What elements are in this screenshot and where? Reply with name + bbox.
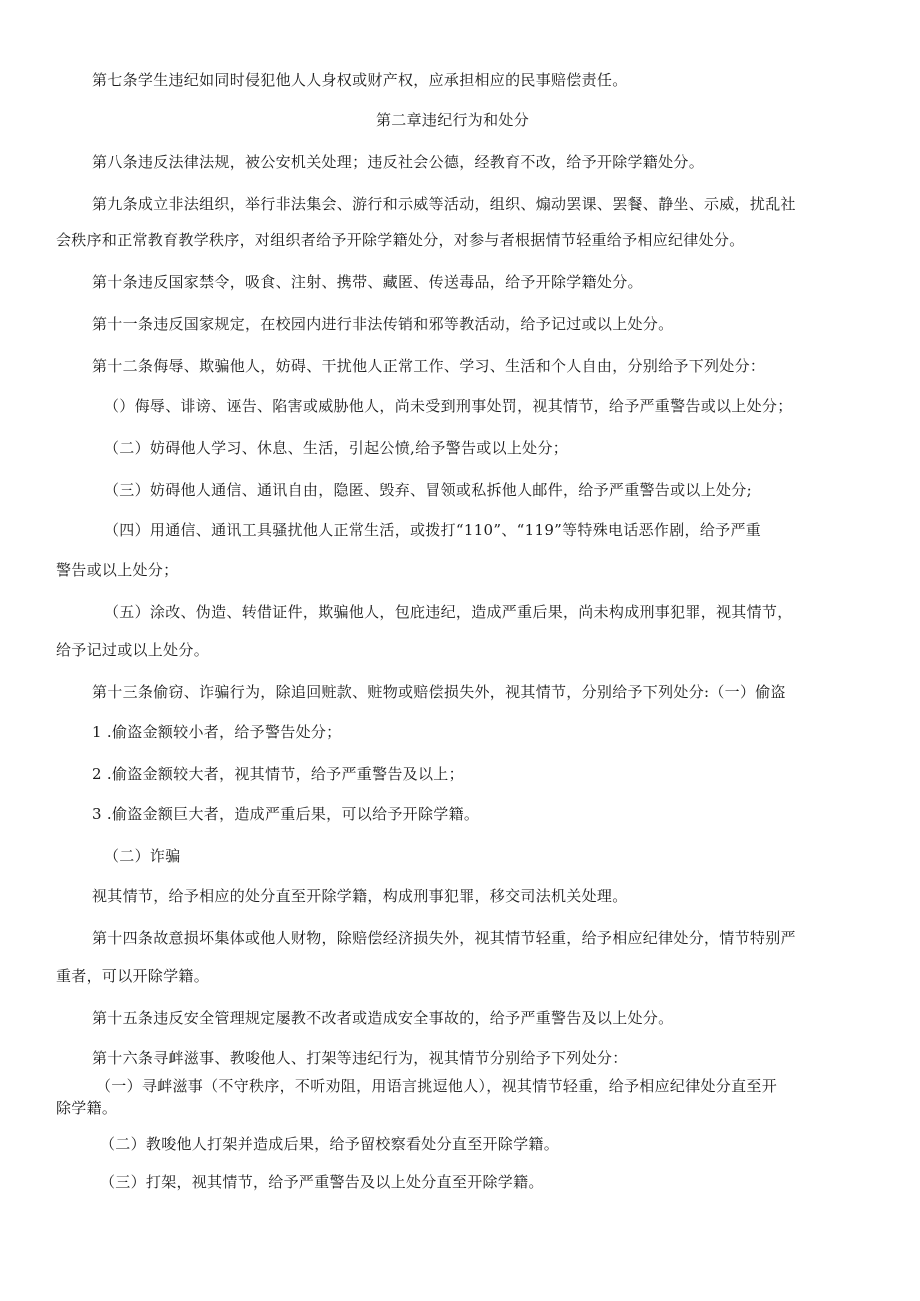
article-16: 第十六条寻衅滋事、教唆他人、打架等违纪行为，视其情节分别给予下列处分： [92,1049,628,1067]
article-14-line-1: 第十四条故意损坏集体或他人财物，除赔偿经济损失外，视其情节轻重，给予相应纪律处分，情节特别严 [92,929,796,947]
article-13-theft-2: 2 .偷盗金额较大者，视其情节，给予严重警告及以上； [92,765,464,783]
article-15: 第十五条违反安全管理规定屡教不改者或造成安全事故的，给予严重警告及以上处分。 [92,1009,674,1027]
article-12-item-3: （三）妨碍他人通信、通讯自由，隐匿、毁弃、冒领或私拆他人邮件，给予严重警告或以上处分; [104,481,752,499]
article-13-fraud-text: 视其情节，给予相应的处分直至开除学籍，构成刑事犯罪，移交司法机关处理。 [92,887,628,905]
article-16-item-3: （三）打架，视其情节，给予严重警告及以上处分直至开除学籍。 [100,1173,544,1191]
article-12-item-1: （）侮辱、诽谤、诬告、陷害或威胁他人，尚未受到刑事处罚，视其情节，给予严重警告或以上处分； [104,397,793,415]
article-16-item-1-line-1: （一）寻衅滋事（不守秩序，不听劝阻，用语言挑逗他人），视其情节轻重，给予相应纪律处分直至开 [96,1077,778,1095]
article-12-item-5-line-1: （五）涂改、伪造、转借证件，欺骗他人，包庇违纪，造成严重后果，尚未构成刑事犯罪，视其情节， [104,603,793,621]
article-10: 第十条违反国家禁令，吸食、注射、携带、藏匿、传送毒品，给予开除学籍处分。 [92,273,643,291]
article-12: 第十二条侮辱、欺骗他人，妨碍、干扰他人正常工作、学习、生活和个人自由，分别给予下列处分： [92,357,766,375]
article-8: 第八条违反法律法规，被公安机关处理；违反社会公德，经教育不改，给予开除学籍处分。 [92,153,705,171]
chapter-heading: 第二章违纪行为和处分 [376,111,530,129]
article-12-item-5-line-2: 给予记过或以上处分。 [56,641,210,659]
article-13-theft-3: 3 .偷盗金额巨大者，造成严重后果，可以给予开除学籍。 [92,805,480,823]
article-9-line-2: 会秩序和正常教育教学秩序，对组织者给予开除学籍处分，对参与者根据情节轻重给予相应纪律处分。 [56,231,745,249]
article-9-line-1: 第九条成立非法组织，举行非法集会、游行和示威等活动，组织、煽动罢课、罢餐、静坐、示威，扰乱社 [92,195,796,213]
article-13-fraud-heading: （二）诈骗 [104,847,181,865]
article-12-item-2: （二）妨碍他人学习、休息、生活，引起公愤,给予警告或以上处分； [104,439,569,457]
article-16-item-1-line-2: 除学籍。 [56,1099,118,1117]
article-13: 第十三条偷窃、诈骗行为，除追回赃款、赃物或赔偿损失外，视其情节，分别给予下列处分:（一）偷盗 [92,683,786,701]
article-14-line-2: 重者，可以开除学籍。 [56,967,210,985]
article-12-item-4-line-1: （四）用通信、通讯工具骚扰他人正常生活，或拨打“110”、“119”等特殊电话恶作剧，给予严重 [104,521,762,539]
article-16-item-2: （二）教唆他人打架并造成后果，给予留校察看处分直至开除学籍。 [100,1135,560,1153]
article-13-theft-1: 1 .偷盗金额较小者，给予警告处分； [92,723,342,741]
article-12-item-4-line-2: 警告或以上处分； [56,561,179,579]
article-11: 第十一条违反国家规定，在校园内进行非法传销和邪等教活动，给予记过或以上处分。 [92,315,674,333]
article-7: 第七条学生违纪如同时侵犯他人人身权或财产权，应承担相应的民事赔偿责任。 [92,71,628,89]
